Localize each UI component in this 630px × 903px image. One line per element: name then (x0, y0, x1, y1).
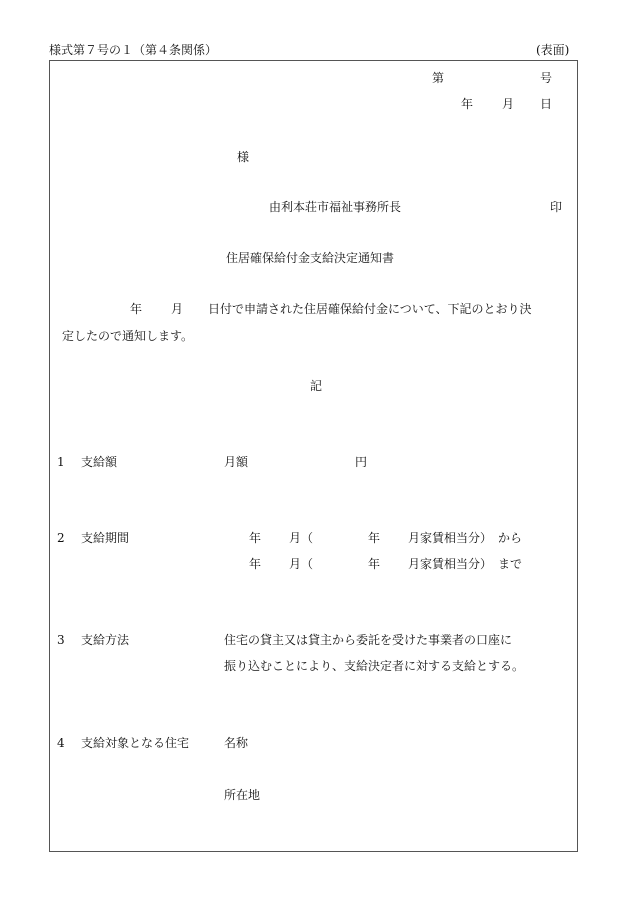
yen-label: 円 (355, 455, 368, 469)
period-to-suffix: まで (498, 557, 523, 571)
period-to-rent: 月家賃相当分） (408, 557, 493, 571)
item-2-number: 2 (57, 531, 65, 545)
document-title: 住居確保給付金支給決定通知書 (226, 251, 395, 265)
item-4-number: 4 (57, 736, 65, 750)
addressee-suffix: 様 (237, 150, 250, 164)
body-year: 年 (130, 302, 143, 316)
seal-mark: 印 (550, 200, 563, 214)
issuer-name: 由利本荘市福祉事務所長 (269, 200, 402, 214)
monthly-amount-label: 月額 (224, 455, 249, 469)
notice-number-suffix: 号 (540, 71, 553, 85)
item-3-label: 支給方法 (81, 633, 130, 647)
date-year: 年 (461, 97, 474, 111)
item-2-label: 支給期間 (81, 531, 130, 545)
form-number: 様式第７号の１（第４条関係） (49, 43, 218, 57)
period-to-month: 月（ (289, 557, 314, 571)
side-indicator: (表面) (536, 43, 570, 57)
housing-address-label: 所在地 (224, 788, 261, 802)
period-to-year: 年 (249, 557, 262, 571)
method-line2: 振り込むことにより、支給決定者に対する支給とする。 (224, 659, 525, 673)
document-frame (49, 60, 578, 852)
period-from-year: 年 (249, 531, 262, 545)
item-4-label: 支給対象となる住宅 (81, 736, 190, 750)
item-1-label: 支給額 (81, 455, 118, 469)
ki-heading: 記 (310, 379, 323, 393)
period-from-rent: 月家賃相当分） (408, 531, 493, 545)
item-3-number: 3 (57, 633, 65, 647)
body-text-line2: 定したので通知します。 (62, 329, 194, 343)
period-from-month: 月（ (289, 531, 314, 545)
housing-name-label: 名称 (224, 736, 249, 750)
body-text-line1: 日付で申請された住居確保給付金について、下記のとおり決 (208, 302, 532, 316)
period-to-rent-year: 年 (368, 557, 381, 571)
date-month: 月 (502, 97, 515, 111)
notice-number-prefix: 第 (432, 71, 445, 85)
period-from-suffix: から (498, 531, 523, 545)
method-line1: 住宅の貸主又は貸主から委託を受けた事業者の口座に (224, 633, 513, 647)
body-month: 月 (171, 302, 184, 316)
item-1-number: 1 (57, 455, 65, 469)
date-day: 日 (540, 97, 553, 111)
period-from-rent-year: 年 (368, 531, 381, 545)
